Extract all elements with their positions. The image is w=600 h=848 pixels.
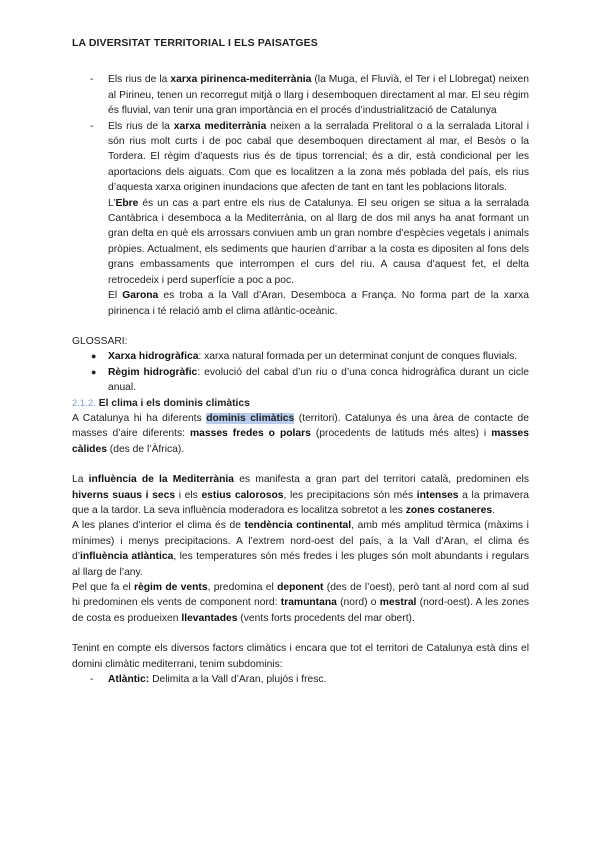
bold-term: Ebre	[115, 197, 139, 209]
bullet-marker: ●	[91, 366, 97, 377]
river-list	[72, 72, 529, 195]
section-title: El clima i els dominis climàtics	[98, 397, 250, 409]
page-title: LA DIVERSITAT TERRITORIAL I ELS PAISATGES	[72, 37, 318, 49]
list-item: - Atlàntic: Delimita a la Vall d’Aran, plujós i fresc.	[72, 672, 529, 687]
glossary-label: GLOSSARI:	[72, 335, 128, 347]
paragraph-subdominis: Tenint en compte els diversos factors climàtics i encara que tot el territori de Catalunya està dins el domini climàtic mediterrani, tenim subdominis:	[72, 643, 529, 670]
list-item: ● Xarxa hidrogràfica: xarxa natural formada per un determinat conjunt de conques fluvials.	[72, 349, 529, 364]
glossary-term: Xarxa hidrogràfica	[108, 351, 199, 363]
dash-marker: -	[90, 674, 94, 686]
glossary-list	[72, 349, 529, 395]
bold-term: xarxa pirinenca-mediterrània	[170, 74, 312, 86]
list-item: - Els rius de la xarxa pirinenca-mediterrània (la Muga, el Fluvià, el Ter i el Llobregat) neixen al Pirineu, tenen un recorregut mitjà o llarg i desemboquen directament al mar. El seu règim és fluvial, van tenir una gran importància en el procés d’industrialització de Catalunya	[90, 74, 529, 117]
dash-marker: -	[90, 120, 94, 132]
dash-marker: -	[90, 74, 94, 86]
garona-paragraph: El Garona es troba a la Vall d’Aran. Desemboca a França. No forma part de la xarxa pirinenca i té relació amb el clima atlàntic-oceànic.	[108, 290, 529, 317]
ebre-paragraph: L’Ebre és un cas a part entre els rius de Catalunya. El seu origen se situa a la serralada Cantàbrica i desemboca a la Mediterrània, on al llarg de dos mil anys ha anat formant un gran delta en què els arrossars conviuen amb un gran nombre d’espècies vegetals i animals pròpies. Actualment, els sediments que haurien d’arribar a la costa es dipositen al fons dels grans embassaments que interrompen el curs del riu. A causa d’aquest fet, el delta retrocedeix i perd superfície a poc a poc.	[108, 197, 529, 286]
bullet-marker: ●	[91, 351, 97, 362]
list-item: ● Règim hidrogràfic: evolució del cabal d’un riu o d’una conca hidrogràfica durant un cicle anual.	[91, 366, 530, 394]
section-heading	[72, 396, 529, 411]
bold-term: xarxa mediterrània	[173, 120, 267, 132]
glossary-term: Règim hidrogràfic	[108, 366, 198, 378]
paragraph-mediterrania: La influència de la Mediterrània es manifesta a gran part del territori català, predominen els hiverns suaus i secs i els estius calorosos, les precipitacions són més intenses a la primavera que a la tardor. La seva influència moderadora es localitza sobretot a les zones costaneres.	[72, 474, 529, 516]
paragraph-vents: Pel que fa el règim de vents, predomina el deponent (des de l’oest), però tant al nord com al sud hi predominen els vents de component nord: tramuntana (nord) o mestral (nord-oest). A les zones de costa es produeixen llevantades (vents forts procedents del mar obert).	[72, 582, 529, 624]
paragraph-interior: A les planes d’interior el clima és de tendència continental, amb més amplitud tèrmica (màxims i mínimes) i menys precipitacions. A l’extrem nord-oest del país, a la Vall d’Aran, el clima és d’influència atlàntica, les temperatures són més fredes i les pluges són molt abundants i regulars al llarg de l’any.	[72, 520, 529, 578]
section-number: 2.1.2.	[72, 397, 96, 409]
bold-term: Garona	[122, 290, 159, 302]
document-page	[72, 36, 529, 687]
list-item: - Els rius de la xarxa mediterrània neixen a la serralada Prelitoral o a la serralada Litoral i són rius molt curts i de poc cabal que desemboquen directament al mar, el Besòs o la Tordera. El règim d’aquests rius és de tipus torrencial; és a dir, està condicional per les aportacions dels aiguats. Com que es localitzen a la zona més poblada del país, els rius d’aquesta xarxa originen inundacions que afecten de tant en tant les poblacions litorals.	[90, 120, 529, 194]
subdomain-list	[72, 672, 529, 687]
paragraph-dominis: A Catalunya hi ha diferents dominis climàtics (territori). Catalunya és una àrea de contacte de masses d’aire diferents: masses fredes o polars (procedents de latituds més altes) i masses càlides (des de l’Àfrica).	[72, 412, 529, 455]
subdomain-term: Atlàntic:	[108, 674, 150, 686]
highlighted-term: dominis climàtics	[206, 412, 295, 424]
